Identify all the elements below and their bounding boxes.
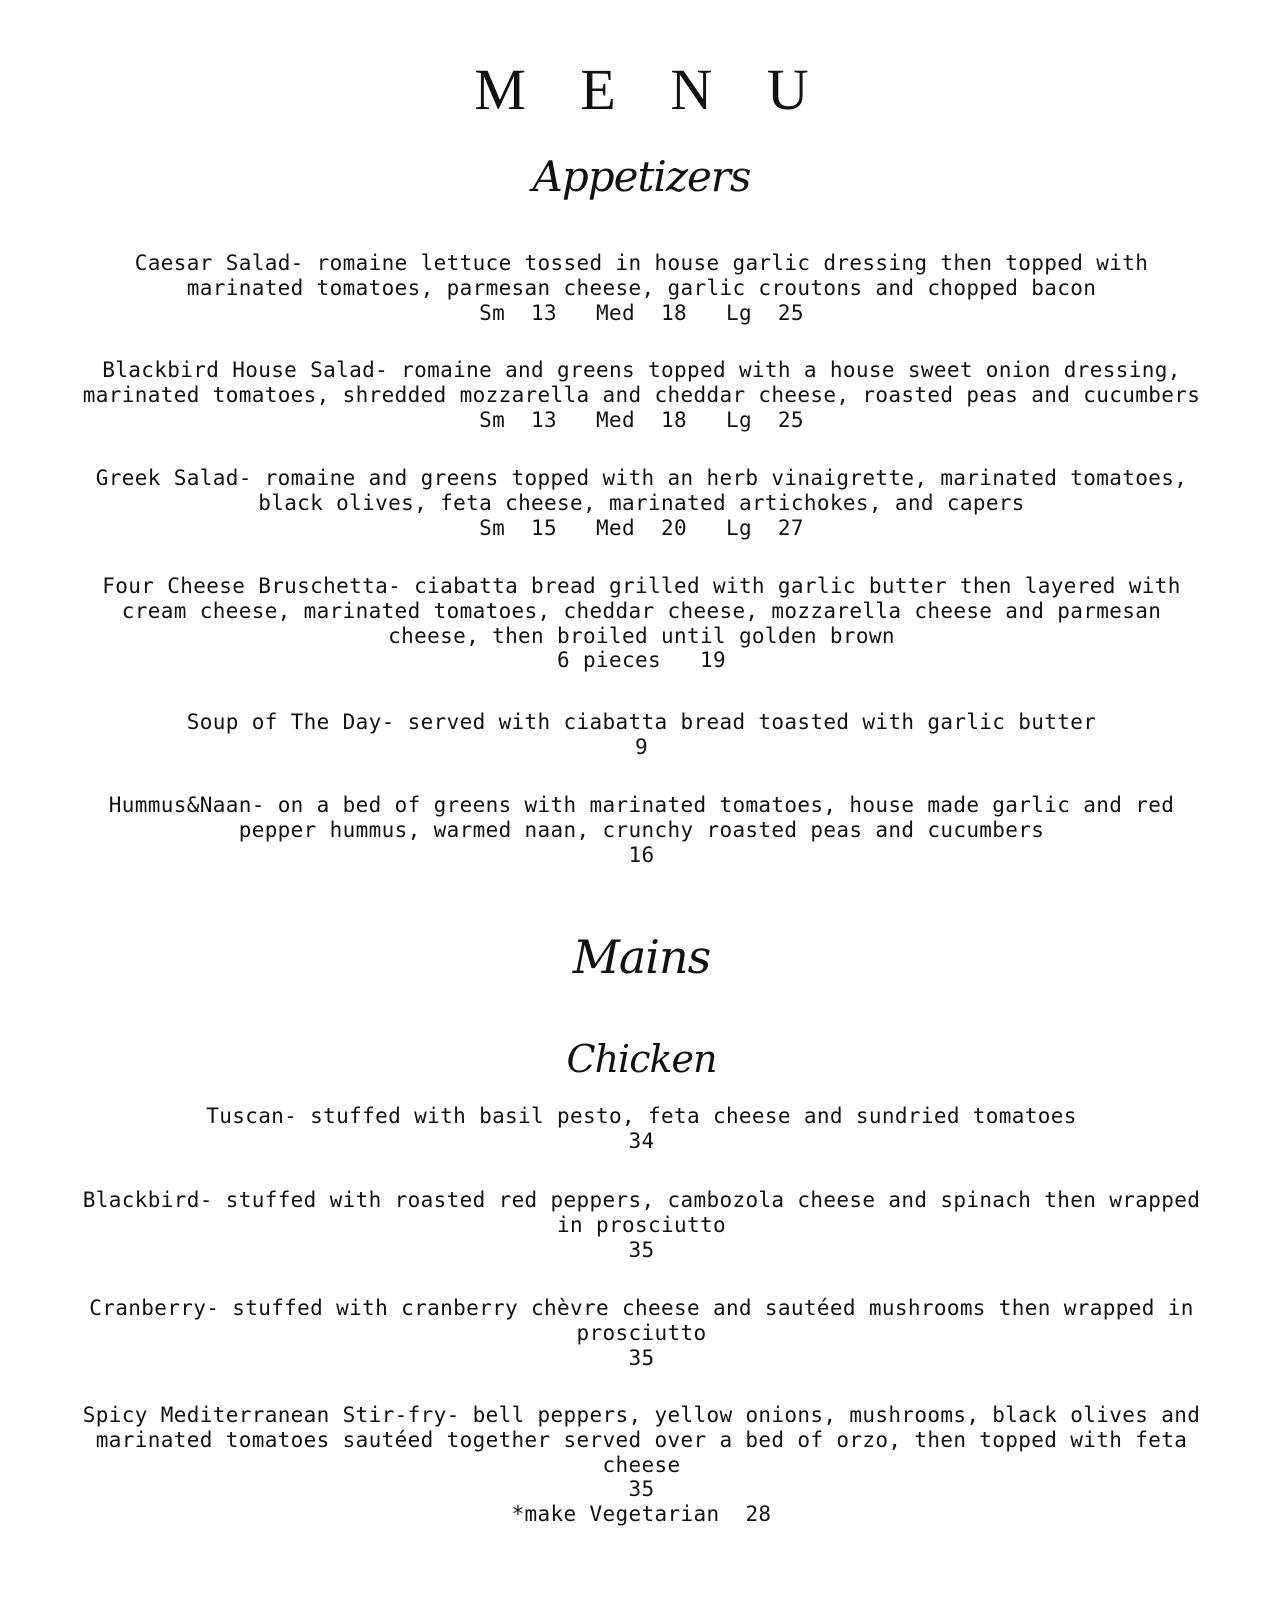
- item-description-line: black olives, feta cheese, marinated artichokes, and capers: [258, 490, 1025, 515]
- menu-item-blackbird-house-salad: [40, 358, 1243, 432]
- item-description-line: cream cheese, marinated tomatoes, cheddar cheese, mozzarella cheese and parmesan: [121, 598, 1162, 623]
- item-price: Sm 13 Med 18 Lg 25: [479, 407, 804, 432]
- item-description-line: marinated tomatoes sautéed together served over a bed of orzo, then topped with feta: [95, 1427, 1188, 1452]
- menu-item-greek-salad: [40, 466, 1243, 540]
- menu-item-hummus-naan: [40, 793, 1243, 867]
- menu-item-blackbird: [40, 1188, 1243, 1262]
- item-description-line: Hummus&Naan- on a bed of greens with marinated tomatoes, house made garlic and red: [108, 793, 1175, 817]
- item-description-line: Soup of The Day- served with ciabatta bread toasted with garlic butter: [186, 710, 1097, 734]
- item-description-line: Greek Salad- romaine and greens topped with an herb vinaigrette, marinated tomatoes,: [95, 466, 1188, 490]
- item-price: 35: [628, 1237, 655, 1262]
- item-description-line: Spicy Mediterranean Stir-fry- bell peppers, yellow onions, mushrooms, black olives and: [82, 1403, 1201, 1427]
- menu-item-tuscan: [40, 1104, 1243, 1154]
- section-heading-appetizers: Appetizers: [532, 152, 751, 201]
- item-description-line: Blackbird House Salad- romaine and greens topped with a house sweet onion dressing,: [102, 358, 1181, 382]
- item-description-line: Caesar Salad- romaine lettuce tossed in house garlic dressing then topped with: [134, 251, 1149, 275]
- item-description-line: Tuscan- stuffed with basil pesto, feta cheese and sundried tomatoes: [206, 1104, 1077, 1128]
- section-heading-chicken: Chicken: [566, 1037, 717, 1081]
- menu-item-four-cheese-bruschetta: [40, 574, 1243, 673]
- item-description-line: marinated tomatoes, parmesan cheese, garlic croutons and chopped bacon: [186, 275, 1097, 300]
- item-description-line: pepper hummus, warmed naan, crunchy roasted peas and cucumbers: [238, 817, 1045, 842]
- item-description-line: Four Cheese Bruschetta- ciabatta bread grilled with garlic butter then layered with: [102, 574, 1181, 598]
- menu-title: M E N U: [474, 57, 829, 122]
- item-description-line: Cranberry- stuffed with cranberry chèvre cheese and sautéed mushrooms then wrapped in: [89, 1296, 1194, 1320]
- item-description-line: in prosciutto: [557, 1212, 726, 1237]
- menu-item-soup-of-the-day: [40, 710, 1243, 760]
- section-heading-mains: Mains: [572, 930, 711, 984]
- item-description-line: cheese, then broiled until golden brown: [388, 623, 895, 648]
- item-price: Sm 13 Med 18 Lg 25: [479, 300, 804, 325]
- menu-item-cranberry: [40, 1296, 1243, 1370]
- menu-item-spicy-mediterranean-stir-fry: [40, 1403, 1243, 1527]
- item-description-line: prosciutto: [576, 1320, 707, 1345]
- item-price: Sm 15 Med 20 Lg 27: [479, 515, 804, 540]
- item-description-line: marinated tomatoes, shredded mozzarella and cheddar cheese, roasted peas and cucumbers: [82, 382, 1201, 407]
- item-price: 16: [628, 842, 655, 867]
- item-price: 9: [635, 734, 648, 759]
- item-price: 35: [628, 1477, 655, 1502]
- menu-item-caesar-salad: [40, 251, 1243, 325]
- item-price: 34: [628, 1128, 655, 1153]
- item-price: 6 pieces 19: [557, 648, 726, 673]
- item-description-line: Blackbird- stuffed with roasted red peppers, cambozola cheese and spinach then wrapped: [82, 1188, 1201, 1212]
- item-description-line: cheese: [602, 1452, 681, 1477]
- item-note: *make Vegetarian 28: [511, 1502, 772, 1527]
- item-price: 35: [628, 1345, 655, 1370]
